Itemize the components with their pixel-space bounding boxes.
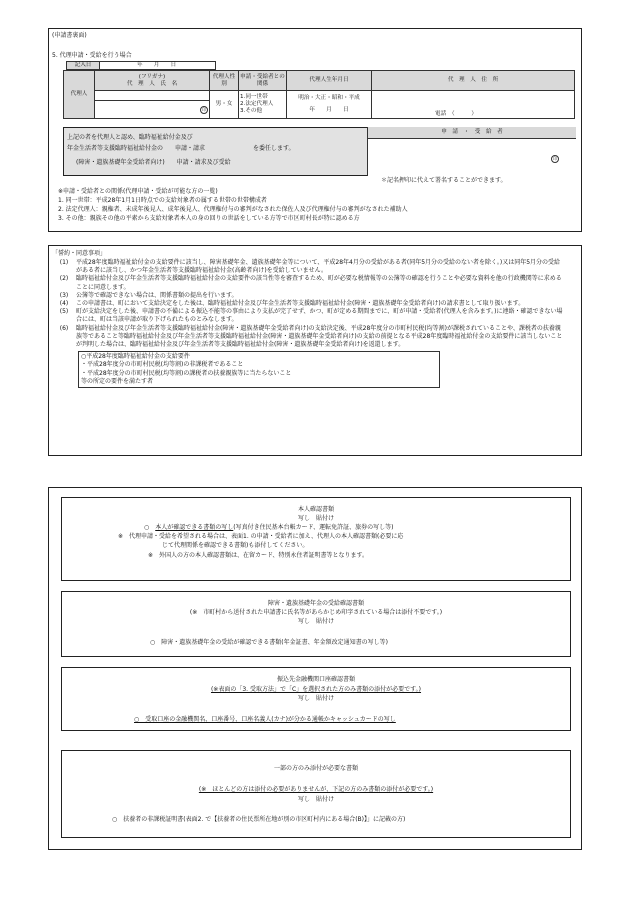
consent-item-no: (6) <box>59 324 69 332</box>
name-input[interactable] <box>95 101 210 119</box>
optional-docs-title: 一部の方のみ添付が必要な書類 <box>273 765 358 772</box>
consent-item-text: 平成28年度臨時福祉給付金の支給要件に該当し、障害基礎年金、遺族基礎年金等について、平成28年4月分の受給がある者(同年5月分の受給のない者を除く。)又は同年5月分の受給がある者に該当し、かつ年金生活者等支援臨時福祉給付金(高齢者向け)を受給していません。 <box>76 259 561 275</box>
relation-option-1: 1.同一世帯 <box>240 94 268 100</box>
bullet: ○ <box>144 524 156 531</box>
section-title: 5. 代理申請・受給を行う場合 <box>52 52 132 59</box>
req-title: ○平成28年度臨時福祉給付金の支給要件 <box>81 353 190 361</box>
optional-docs-box[interactable] <box>61 750 571 838</box>
bank-docs-title: 振込先金融機関口座確認書類 <box>276 676 355 683</box>
id-docs-line-1 <box>144 524 393 532</box>
pension-docs-line: ○ 障害・遺族基礎年金の受給が確認できる書類(年金証書、年金額改定通知書の写し等) <box>150 639 388 646</box>
consent-item-no: (1) <box>59 259 69 266</box>
consent-item <box>52 292 578 300</box>
consent-item-no: (4) <box>59 300 69 308</box>
relation-field[interactable] <box>239 91 287 119</box>
relation-note-title: ※申請・受給者との関係(代理申請・受給が可能な方の一覧) <box>58 188 218 195</box>
col-name: 代 理 人 氏 名 <box>126 80 178 87</box>
era-options: 明治・大正・昭和・平成 <box>298 95 360 101</box>
id-docs-title: 本人確認書類 <box>297 506 334 513</box>
pension-docs-paste: 写し 貼付け <box>297 618 334 625</box>
signature-note: ＊記名押印に代えて署名することができます。 <box>381 177 507 184</box>
req-3: 等の所定の要件を満たす者 <box>81 377 154 385</box>
col-furigana: (フリガナ) <box>138 73 166 80</box>
consent-item-text: 臨時福祉給付金及び年金生活者等支援臨時福祉給付金(障害・遺族基礎年金受給者向け)の支給決定後、平成28年度分の市町村民税(均等割)が課税されていることや、課税者の扶養親族等であること等臨時福祉給付金及び年金生活者等支援臨時福祉給付金(障害・遺族基礎年金受給者向け)の支給の前提となる平成28年度臨時福祉給付金の支給要件に該当しないことが判明した場合は、臨時福祉給付金及び年金生活者等支援臨時福祉給付金(障害・遺族基礎年金受給者向け)を返還します。 <box>76 324 563 349</box>
id-docs-line-2: ※ 代理申請・受給を希望される場合は、表面1. の申請・受給者に加え、代理人の本人確認書類(必要に応 <box>118 533 404 540</box>
id-docs-line-1-underlined: 本人が確認できる書類の写し <box>155 524 234 531</box>
id-docs-line-3: じて代理関係を確認できる書類)も添付してください。 <box>162 542 309 549</box>
consent-items <box>52 259 578 388</box>
consent-item <box>52 300 578 308</box>
col-name-header <box>95 71 210 91</box>
bank-docs-note: (※表面の「3. 受取方法」で「C」を選択された方のみ書類の添付が必要です。) <box>210 686 422 693</box>
consent-item-no: (2) <box>59 275 69 283</box>
bank-docs-paste: 写し 貼付け <box>297 695 334 702</box>
consent-line-1: 上記の者を代理人と認め、臨時福祉給付金及び <box>67 134 193 141</box>
consent-item <box>52 325 578 350</box>
birth-ymd: 年 月 日 <box>309 107 349 113</box>
fill-date-label: 記入日 <box>67 62 100 69</box>
bank-docs-line: ○ 受取口座の金融機関名、口座番号、口座名義人(カナ)が分かる通帳かキャッシュカードの写し <box>134 716 396 723</box>
furigana-input[interactable] <box>95 91 210 101</box>
fill-date-value[interactable]: 年 月 日 <box>137 62 177 68</box>
proxy-table <box>63 70 575 119</box>
relation-note-3: 3. その他：親族その他の平素から支給対象者本人の身の回りの世話をしている方等で市区町村長が特に認める方 <box>58 215 360 222</box>
pension-docs-title: 障害・遺族基礎年金の受給確認書類 <box>267 600 364 607</box>
address-field[interactable] <box>372 91 575 119</box>
id-docs-line-1-rest: (写真付き住民基本台帳カード、運転免許証、旅券の写し等) <box>233 524 394 531</box>
fill-date-box <box>66 61 216 70</box>
relation-note-1: 1. 同一世帯：平成28年1月1日時点での支給対象者の属する世帯の世帯構成者 <box>58 197 267 204</box>
pension-docs-note: (※ 市町村から送付された申請書に氏名等があらかじめ印字されている場合は添付不要です。) <box>189 609 443 616</box>
consent-item-text: この申請書は、町において支給決定をした後は、臨時福祉給付金及び年金生活者等支援臨時福祉給付金(障害・遺族基礎年金受給者向け)の請求書として取り扱います。 <box>76 300 525 308</box>
birth-field[interactable] <box>287 91 372 119</box>
relation-option-2: 2.法定代理人 <box>240 101 274 107</box>
optional-docs-paste: 写し 貼付け <box>297 796 334 803</box>
proxy-row-label: 代理人 <box>64 71 95 119</box>
relation-note-2: 2. 法定代理人：親権者、未成年後見人、成年後見人、代理権付与の審判がなされた保佐人及び代理権付与の審判がなされた補助人 <box>58 206 408 213</box>
req-2: ・平成28年度分の市町村民税(均等割)の課税者の扶養親族等に当たらないこと <box>81 369 292 377</box>
col-gender: 代理人性別 <box>210 71 239 91</box>
consent-item-text: 町が支給決定をした後、申請書の不備による振込不能等の事由により支払が完了せず、かつ、町が定める期間までに、町が申請・受給者(代理人を含みます。)に連絡・確認できない場合には、町は当該申請が取り下げられたものとみなします。 <box>76 308 563 324</box>
phone-label: 電話 （ ） <box>435 111 477 117</box>
consent-item-no: (3) <box>59 291 69 299</box>
gender-field[interactable]: 男・女 <box>210 91 239 119</box>
consent-item <box>52 275 578 291</box>
applicant-sign-box <box>367 127 576 176</box>
optional-docs-note: (※ ほとんどの方は添付の必要がありませんが、下記の方のみ書類の添付が必要です。) <box>198 786 434 793</box>
col-address: 代 理 人 住 所 <box>372 71 575 91</box>
applicant-label: 申 請 ・ 受 給 者 <box>368 127 576 139</box>
req-1: ・平成28年度分の市町村民税(均等割)の非課税者であること <box>81 361 244 369</box>
id-docs-line-4: ※ 外国人の方の本人確認書類は、在留カード、特別永住者証明書等となります。 <box>148 552 369 559</box>
consent-item-text: 臨時福祉給付金及び年金生活者等支援臨時福祉給付金の支給要件の該当性等を審査するため、町が必要な税情報等の公簿等の確認を行うことや必要な資料を他の行政機関等に求めることに同意します。 <box>76 275 562 291</box>
applicant-seal: 印 <box>553 156 557 161</box>
col-birth: 代理人生年月日 <box>287 71 372 91</box>
seal-mark: 印 <box>202 106 206 112</box>
page-header: (申請書裏面) <box>52 32 87 39</box>
consent-line-3: (障害・遺族基礎年金受給者向け) 申請・請求及び受給 <box>76 159 231 166</box>
consent-title: 「誓約・同意事項」 <box>52 250 107 257</box>
consent-item-no: (5) <box>59 308 69 316</box>
consent-item-text: 公簿等で確認できない場合は、関係書類の提出を行います。 <box>76 291 238 299</box>
consent-line-2: 年金生活者等支援臨時福祉給付金の 申請・請求 を委任します。 <box>67 145 295 152</box>
col-relation: 申請・受給者との関係 <box>239 71 287 91</box>
relation-option-3: 3.その他 <box>240 108 263 114</box>
consent-item <box>52 259 578 275</box>
optional-docs-line: ○ 扶養者の非課税証明書(表面2. で【扶養者の住民票所在地が別の市区町村内にある場合(B)】」に記載の方) <box>112 816 406 823</box>
requirements-box <box>78 351 440 388</box>
id-docs-paste: 写し 貼付け <box>297 515 334 522</box>
consent-item <box>52 308 578 324</box>
